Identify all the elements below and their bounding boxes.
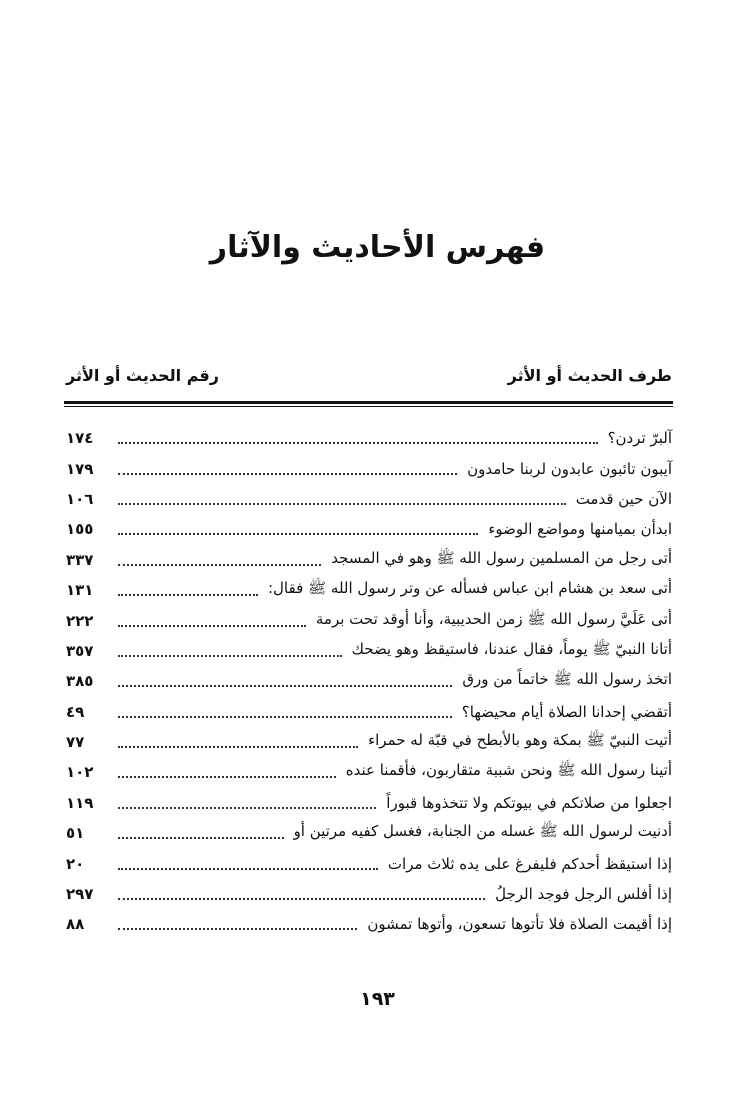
dot-leader xyxy=(118,424,598,444)
index-entry xyxy=(66,697,672,727)
entry-number: ٣٣٧ xyxy=(66,550,94,569)
entry-number: ٥١ xyxy=(66,824,85,843)
entry-number: ١٠٦ xyxy=(66,489,94,508)
index-entry xyxy=(66,666,672,696)
column-header-number: رقم الحديث أو الأثر xyxy=(66,366,219,385)
entry-number: ١٧٩ xyxy=(66,459,94,478)
dot-leader xyxy=(118,819,284,839)
entry-number: ١٥٥ xyxy=(66,520,94,539)
entry-number: ٢٠ xyxy=(66,854,85,873)
index-entry xyxy=(66,848,672,878)
entry-text: إذا أفلس الرجل فوجد الرجلُ xyxy=(495,885,672,904)
index-entry xyxy=(66,575,672,605)
dot-leader xyxy=(118,637,342,657)
dot-leader xyxy=(118,546,321,566)
entry-text: أتى سعد بن هشام ابن عباس فسأله عن وتر رسول الله ﷺ فقال: xyxy=(267,579,672,598)
entry-text: آيبون تائبون عابدون لربنا حامدون xyxy=(467,459,672,478)
entry-text: أدنيت لرسول الله ﷺ غسله من الجنابة، فغسل كفيه مرتين أو xyxy=(293,822,672,841)
entry-number: ٢٩٧ xyxy=(66,885,94,904)
entry-text: اتخذ رسول الله ﷺ خاتماً من ورق xyxy=(462,670,672,689)
column-header-hadith: طرف الحديث أو الأثر xyxy=(507,366,672,385)
index-entry xyxy=(66,423,672,453)
index-entry xyxy=(66,636,672,666)
index-entry xyxy=(66,818,672,848)
entry-number: ٨٨ xyxy=(66,915,85,934)
entry-text: أتى رجل من المسلمين رسول الله ﷺ وهو في المسجد xyxy=(331,548,672,567)
entry-text: آلبرّ تردن؟ xyxy=(607,429,672,448)
entry-text: أتانا النبيّ ﷺ يوماً، فقال عندنا، فاستيقظ وهو يضحك xyxy=(351,639,672,658)
dot-leader xyxy=(118,850,378,870)
entry-number: ١٠٢ xyxy=(66,763,94,782)
entry-number: ٣٨٥ xyxy=(66,672,94,691)
dot-leader xyxy=(118,880,485,900)
dot-leader xyxy=(118,698,452,718)
dot-leader xyxy=(118,910,357,930)
dot-leader xyxy=(118,789,376,809)
entry-number: ١٧٤ xyxy=(66,429,94,448)
index-entry xyxy=(66,453,672,483)
entry-text: إذا استيقظ أحدكم فليفرغ على يده ثلاث مرات xyxy=(387,854,672,873)
dot-leader xyxy=(118,667,452,687)
entry-text: اجعلوا من صلاتكم في بيوتكم ولا تتخذوها قبوراً xyxy=(386,793,672,812)
page-title: فهرس الأحاديث والآثار xyxy=(209,230,546,265)
entry-number: ٣٥٧ xyxy=(66,641,94,660)
entry-number: ١١٩ xyxy=(66,793,94,812)
entry-text: أتينا رسول الله ﷺ ونحن شببة متقاربون، فأقمنا عنده xyxy=(345,761,672,780)
column-headers xyxy=(66,366,672,394)
index-entry xyxy=(66,605,672,635)
page-number: ١٩٣ xyxy=(360,988,395,1010)
dot-leader xyxy=(118,515,478,535)
index-entry xyxy=(66,484,672,514)
dot-leader xyxy=(118,728,358,748)
dot-leader xyxy=(118,758,336,778)
dot-leader xyxy=(118,607,306,627)
index-entry xyxy=(66,788,672,818)
dot-leader xyxy=(118,455,457,475)
index-entry xyxy=(66,727,672,757)
entry-text: ابدأن بميامنها ومواضع الوضوء xyxy=(488,520,672,539)
entry-text: إذا أقيمت الصلاة فلا تأتوها تسعون، وأتوها تمشون xyxy=(367,915,672,934)
index-entry xyxy=(66,514,672,544)
index-entry xyxy=(66,909,672,939)
entry-number: ٧٧ xyxy=(66,733,85,752)
index-entry xyxy=(66,757,672,787)
index-entry xyxy=(66,879,672,909)
header-divider xyxy=(64,401,673,404)
entry-text: أتى عَلَيَّ رسول الله ﷺ زمن الحديبية، وأنا أوقد تحت برمة xyxy=(315,609,672,628)
entry-text: أتقضي إحدانا الصلاة أيام محيضها؟ xyxy=(461,702,672,721)
index-list xyxy=(66,423,672,940)
entry-text: الآن حين قدمت xyxy=(575,489,672,508)
entry-number: ١٣١ xyxy=(66,581,94,600)
dot-leader xyxy=(118,576,258,596)
dot-leader xyxy=(118,485,566,505)
entry-text: أتيت النبيّ ﷺ بمكة وهو بالأبطح في قبّة له حمراء xyxy=(368,731,672,750)
entry-number: ٢٢٢ xyxy=(66,611,94,630)
index-entry xyxy=(66,545,672,575)
entry-number: ٤٩ xyxy=(66,702,85,721)
